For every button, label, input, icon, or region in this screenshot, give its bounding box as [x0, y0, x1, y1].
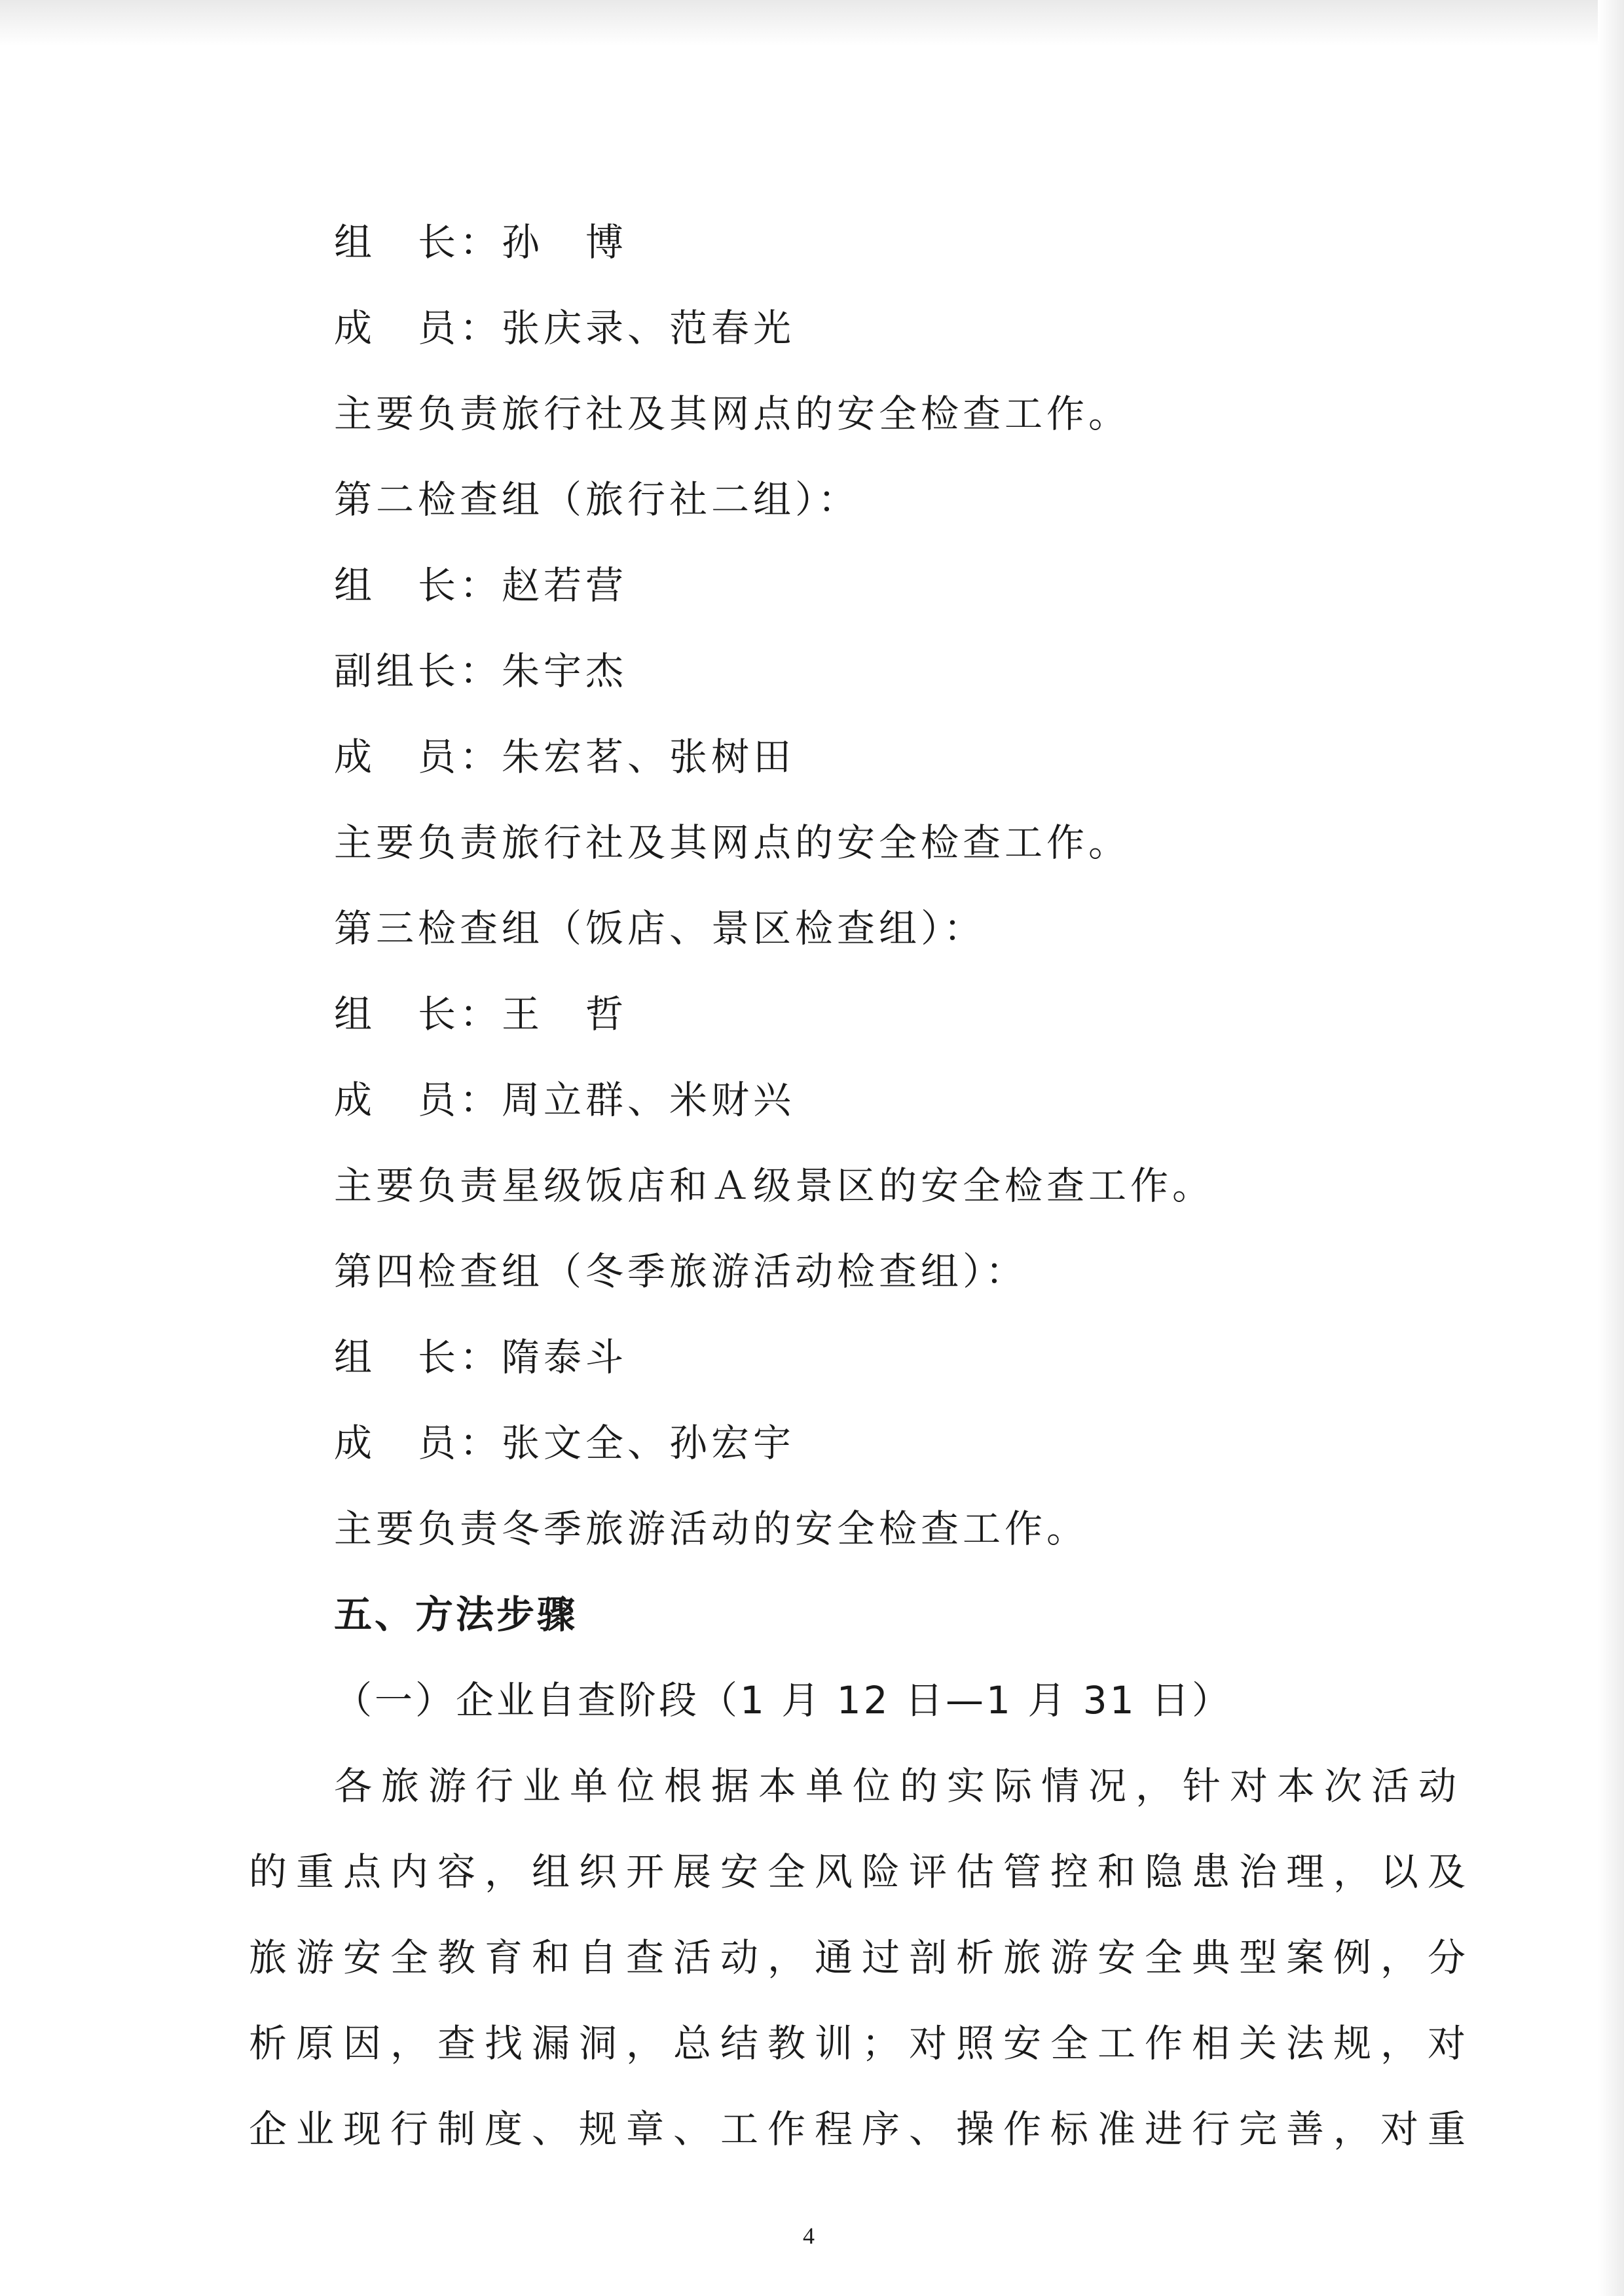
group1-duty-line: 主要负责旅行社及其网点的安全检查工作。 — [334, 392, 1131, 436]
group2-deputy-line: 副组长：朱宇杰 — [334, 649, 628, 693]
paragraph-line-5: 企业现行制度、规章、工作程序、操作标准进行完善，对重 — [249, 2107, 1475, 2151]
paragraph-line-2: 的重点内容，组织开展安全风险评估管控和隐患治理，以及 — [249, 1850, 1475, 1894]
group2-title-line: 第二检查组（旅行社二组）： — [334, 477, 860, 522]
group2-leader-line: 组 长：赵若营 — [334, 563, 628, 608]
group3-members-line: 成 员：周立群、米财兴 — [334, 1078, 796, 1122]
page-number: 4 — [803, 2223, 815, 2249]
group2-members-line: 成 员：朱宏茗、张树田 — [334, 735, 796, 779]
group3-title-line: 第三检查组（饭店、景区检查组）： — [334, 906, 986, 951]
group4-leader-line: 组 长：隋泰斗 — [334, 1335, 628, 1379]
group4-members-line: 成 员：张文全、孙宏宇 — [334, 1421, 796, 1465]
group1-members-line: 成 员：张庆录、范春光 — [334, 306, 796, 350]
group4-duty-line: 主要负责冬季旅游活动的安全检查工作。 — [334, 1506, 1089, 1551]
section-heading: 五、方法步骤 — [334, 1592, 578, 1637]
subsection-heading: （一）企业自查阶段（1 月 12 日—1 月 31 日） — [334, 1678, 1233, 1722]
scan-shadow-right — [1598, 0, 1624, 2296]
group2-duty-line: 主要负责旅行社及其网点的安全检查工作。 — [334, 820, 1131, 865]
group1-leader-line: 组 长：孙 博 — [334, 220, 628, 264]
group4-title-line: 第四检查组（冬季旅游活动检查组）： — [334, 1249, 1028, 1294]
scan-shadow-top — [0, 0, 1624, 46]
paragraph-line-4: 析原因，查找漏洞，总结教训；对照安全工作相关法规，对 — [249, 2021, 1475, 2066]
paragraph-line-3: 旅游安全教育和自查活动，通过剖析旅游安全典型案例，分 — [249, 1935, 1475, 1980]
group3-duty-line: 主要负责星级饭店和Ａ级景区的安全检查工作。 — [334, 1163, 1215, 1208]
paragraph-line-1: 各旅游行业单位根据本单位的实际情况，针对本次活动 — [334, 1764, 1466, 1808]
group3-leader-line: 组 长：王 哲 — [334, 992, 628, 1036]
